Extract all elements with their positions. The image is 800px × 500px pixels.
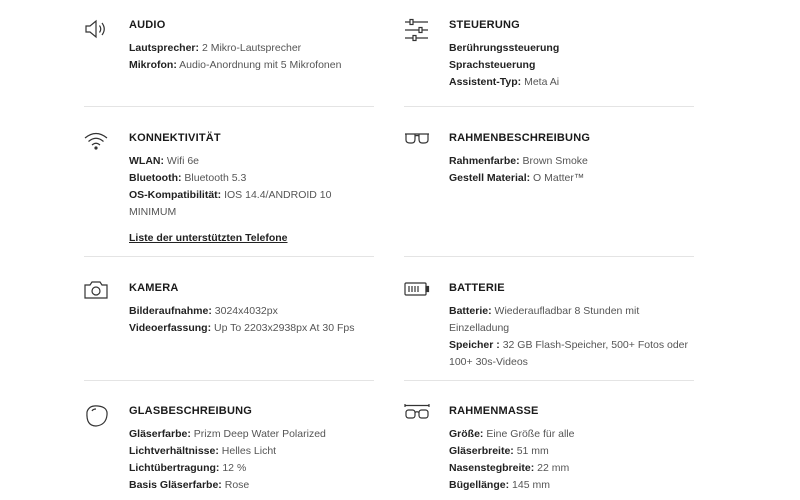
spec-key: Gläserfarbe: xyxy=(129,428,191,440)
section-title: RAHMENBESCHREIBUNG xyxy=(449,132,591,144)
spec-row xyxy=(129,460,377,477)
spec-key: Lichtübertragung: xyxy=(129,462,220,474)
spec-row xyxy=(449,477,697,494)
spec-row xyxy=(449,153,697,170)
spec-key: OS-Kompatibilität: xyxy=(129,189,222,201)
spec-value: 22 mm xyxy=(537,462,570,474)
spec-row xyxy=(449,443,697,460)
supported-phones-link[interactable]: Liste der unterstützten Telefone xyxy=(129,232,288,244)
spec-key: Mikrofon: xyxy=(129,59,177,71)
spec-value: IOS 14.4/ANDROID 10 MINIMUM xyxy=(129,189,332,218)
spec-row xyxy=(449,460,697,477)
camera-icon xyxy=(84,281,112,307)
spec-key: Batterie: xyxy=(449,305,492,317)
spec-value: Prizm Deep Water Polarized xyxy=(193,428,326,440)
spec-row xyxy=(129,320,377,337)
section-title: GLASBESCHREIBUNG xyxy=(129,405,252,417)
section-title: STEUERUNG xyxy=(449,19,520,31)
spec-key: Speicher : xyxy=(449,339,500,351)
spec-row xyxy=(449,170,697,187)
spec-value: Wifi 6e xyxy=(166,155,200,167)
spec-key: Gestell Material: xyxy=(449,172,531,184)
battery-icon xyxy=(404,281,432,307)
spec-key: Rahmenfarbe: xyxy=(449,155,520,167)
spec-key: Bluetooth: xyxy=(129,172,182,184)
spec-value: Rose xyxy=(224,479,250,491)
spec-value: Bluetooth 5.3 xyxy=(184,172,247,184)
spec-key: Bilderaufnahme: xyxy=(129,305,212,317)
divider xyxy=(84,380,374,381)
section-title: RAHMENMASSE xyxy=(449,405,539,417)
speaker-icon xyxy=(84,18,112,44)
spec-value: Wiederaufladbar 8 Stunden mit Einzelladung xyxy=(449,305,640,334)
spec-key: Gläserbreite: xyxy=(449,445,514,457)
spec-row xyxy=(129,303,377,320)
spec-key: Nasenstegbreite: xyxy=(449,462,535,474)
spec-row xyxy=(449,40,697,57)
glasses-measure-icon xyxy=(404,404,432,430)
divider xyxy=(404,380,694,381)
spec-value: 51 mm xyxy=(516,445,549,457)
spec-row xyxy=(449,74,697,91)
divider xyxy=(84,256,374,257)
spec-row xyxy=(129,477,377,494)
spec-row xyxy=(129,443,377,460)
spec-key: Lautsprecher: xyxy=(129,42,200,54)
spec-row xyxy=(129,187,359,221)
spec-key: Sprachsteuerung xyxy=(449,59,536,71)
spec-row xyxy=(129,57,377,74)
spec-key: Lichtverhältnisse: xyxy=(129,445,219,457)
spec-key: Größe: xyxy=(449,428,484,440)
spec-value: Brown Smoke xyxy=(522,155,588,167)
divider xyxy=(404,106,694,107)
section-title: KONNEKTIVITÄT xyxy=(129,132,221,144)
spec-value: Helles Licht xyxy=(221,445,277,457)
spec-value: 145 mm xyxy=(512,479,550,491)
spec-row xyxy=(449,57,697,74)
spec-key: Berührungssteuerung xyxy=(449,42,560,54)
spec-row xyxy=(129,40,377,57)
spec-key: Basis Gläserfarbe: xyxy=(129,479,222,491)
spec-value: Meta Ai xyxy=(524,76,560,88)
spec-key: Videoerfassung: xyxy=(129,322,212,334)
spec-row xyxy=(449,303,664,337)
spec-value: Audio-Anordnung mit 5 Mikrofonen xyxy=(179,59,342,71)
section-title: BATTERIE xyxy=(449,282,505,294)
spec-key: WLAN: xyxy=(129,155,164,167)
spec-value: Eine Größe für alle xyxy=(486,428,575,440)
spec-value: 12 % xyxy=(222,462,247,474)
lens-icon xyxy=(84,404,112,430)
section-title: KAMERA xyxy=(129,282,179,294)
spec-value: 2 Mikro-Lautsprecher xyxy=(201,42,302,54)
spec-row xyxy=(449,337,689,371)
glasses-frame-icon xyxy=(404,131,432,157)
spec-row xyxy=(129,153,377,170)
divider xyxy=(84,106,374,107)
spec-row xyxy=(129,170,377,187)
wifi-icon xyxy=(84,131,112,157)
sliders-icon xyxy=(404,18,432,44)
spec-value: O Matter™ xyxy=(533,172,585,184)
spec-row xyxy=(129,426,377,443)
section-title: AUDIO xyxy=(129,19,166,31)
spec-key: Bügellänge: xyxy=(449,479,510,491)
spec-key: Assistent-Typ: xyxy=(449,76,522,88)
spec-value: 32 GB Flash-Speicher, 500+ Fotos oder 100+ 30s-Videos xyxy=(449,339,689,368)
spec-value: Up To 2203x2938px At 30 Fps xyxy=(214,322,355,334)
spec-row xyxy=(449,426,697,443)
divider xyxy=(404,256,694,257)
spec-value: 3024x4032px xyxy=(214,305,278,317)
